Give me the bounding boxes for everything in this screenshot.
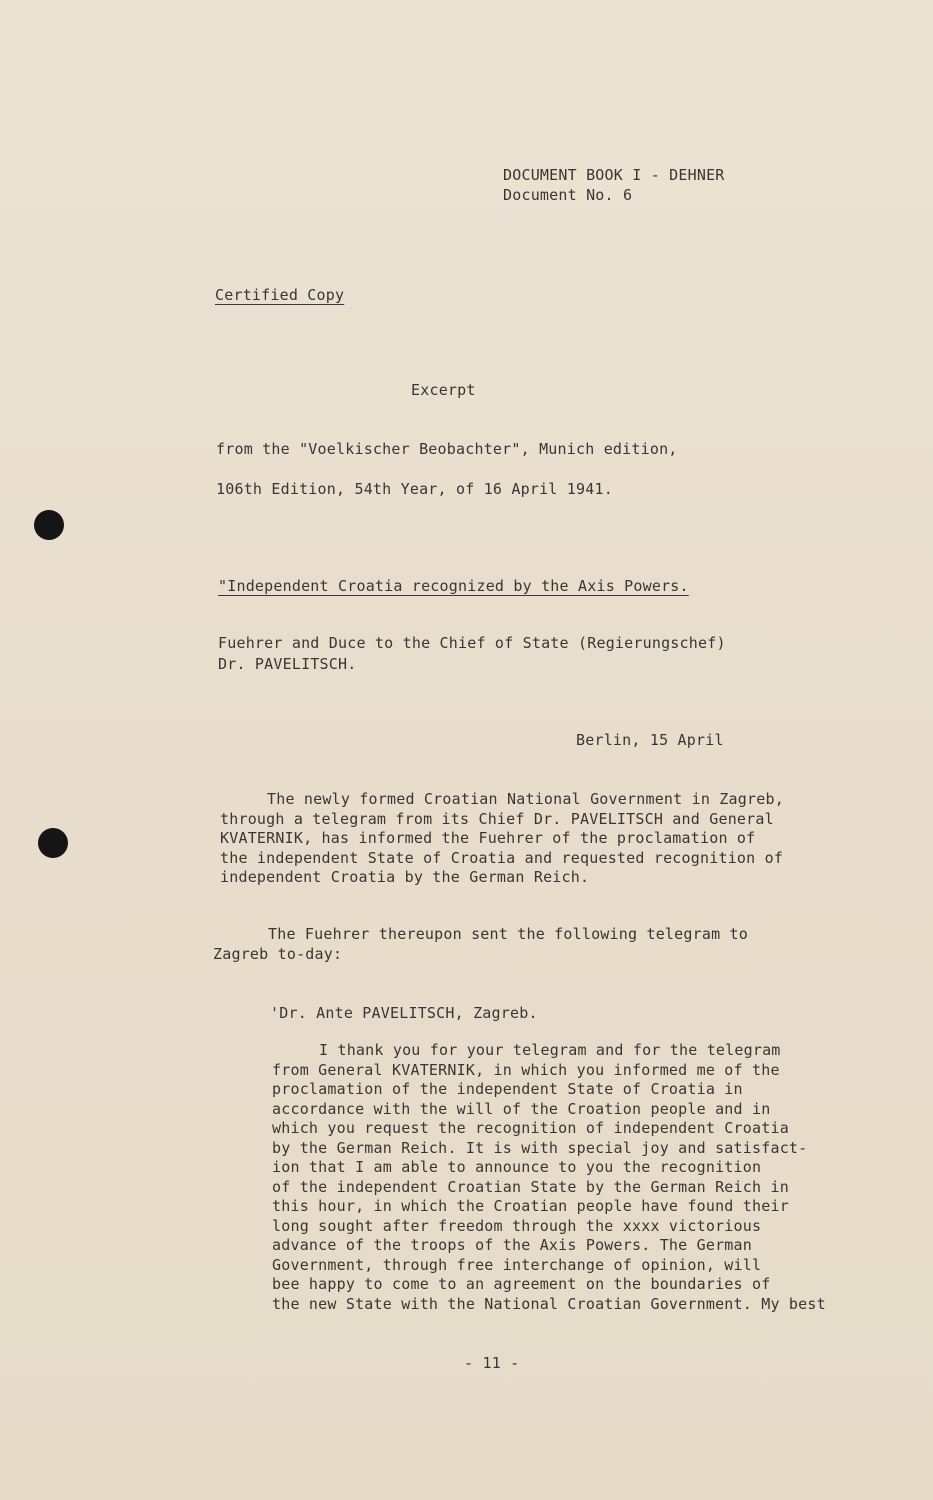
telegram-line: long sought after freedom through the xxxx victorious (272, 1216, 762, 1235)
telegram-line: of the independent Croatian State by the German Reich in (272, 1177, 789, 1196)
telegram-line: I thank you for your telegram and for the telegram (319, 1041, 781, 1059)
telegram-line: this hour, in which the Croatian people have found their (272, 1197, 789, 1215)
telegram-line: proclamation of the independent State of Croatia in (272, 1080, 743, 1098)
telegram-line: which you request the recognition of independent Croatia (272, 1119, 789, 1137)
subhead-line-1: Fuehrer and Duce to the Chief of State (Regierungschef) (218, 634, 726, 652)
telegram-line: the new State with the National Croatian Government. My best (272, 1294, 826, 1313)
telegram-line: from General KVATERNIK, in which you informed me of the (272, 1060, 780, 1079)
paragraph-1 (220, 790, 784, 888)
excerpt-title: Excerpt (411, 381, 476, 399)
dateline: Berlin, 15 April (576, 731, 724, 749)
paragraph-2 (213, 925, 748, 964)
paragraph-line: The newly formed Croatian National Government in Zagreb, (267, 790, 784, 808)
paragraph-line: the independent State of Croatia and requested recognition of (220, 848, 784, 867)
telegram-line: bee happy to come to an agreement on the boundaries of (272, 1275, 771, 1293)
telegram-line: advance of the troops of the Axis Powers. The German (272, 1236, 752, 1254)
source-line-1: from the "Voelkischer Beobachter", Munich edition, (216, 440, 678, 458)
paragraph-line: KVATERNIK, has informed the Fuehrer of the proclamation of (220, 829, 756, 847)
punch-hole-top (34, 510, 64, 540)
headline: "Independent Croatia recognized by the Axis Powers. (218, 577, 689, 595)
doc-number-label: Document No. 6 (503, 186, 633, 204)
telegram-body (272, 1041, 826, 1314)
paragraph-line: independent Croatia by the German Reich. (220, 868, 590, 886)
page-number: - 11 - (464, 1354, 520, 1372)
source-line-2: 106th Edition, 54th Year, of 16 April 1941. (216, 480, 613, 498)
paragraph-line: through a telegram from its Chief Dr. PAVELITSCH and General (220, 809, 774, 828)
telegram-line: accordance with the will of the Croation people and in (272, 1099, 771, 1118)
subhead-line-2: Dr. PAVELITSCH. (218, 655, 357, 673)
doc-book-label: DOCUMENT BOOK I - DEHNER (503, 166, 725, 184)
telegram-line: ion that I am able to announce to you the recognition (272, 1158, 762, 1176)
telegram-line: Government, through free interchange of opinion, will (272, 1255, 762, 1274)
paragraph-line: Zagreb to-day: (213, 944, 343, 963)
paragraph-line: The Fuehrer thereupon sent the following telegram to (268, 925, 748, 943)
telegram-salutation: 'Dr. Ante PAVELITSCH, Zagreb. (270, 1004, 538, 1022)
punch-hole-bottom (38, 828, 68, 858)
telegram-line: by the German Reich. It is with special joy and satisfact- (272, 1138, 808, 1157)
certified-copy-heading: Certified Copy (215, 286, 345, 304)
